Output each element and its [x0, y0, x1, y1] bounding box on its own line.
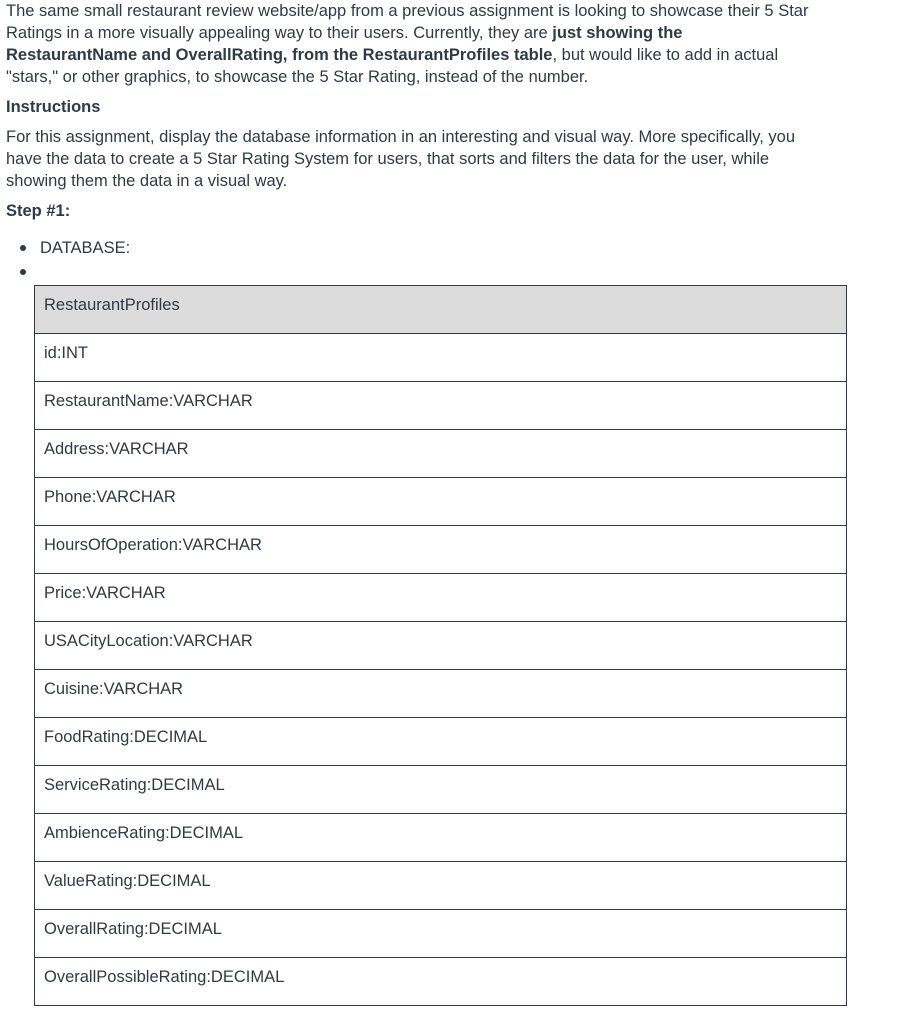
- bullet-label: DATABASE:: [40, 239, 131, 257]
- bullet-item-empty: [40, 260, 866, 284]
- step1-bullet-list: [6, 236, 866, 284]
- instructions-heading: Instructions: [6, 98, 101, 116]
- assignment-content: [6, 0, 866, 284]
- table-cell: HoursOfOperation:VARCHAR: [35, 526, 847, 574]
- table-row: [35, 430, 847, 478]
- table-row: [35, 958, 847, 1006]
- instructions-paragraph: For this assignment, display the database information in an interesting and visual way. More specifically, you have the data to create a 5 Star Rating System for users, that sorts and filters the data for the user, while showing them the data in a visual way.: [6, 128, 796, 190]
- table-cell: USACityLocation:VARCHAR: [35, 622, 847, 670]
- table-row: [35, 910, 847, 958]
- table-cell: Address:VARCHAR: [35, 430, 847, 478]
- table-cell: Cuisine:VARCHAR: [35, 670, 847, 718]
- table-row: [35, 670, 847, 718]
- table-cell: id:INT: [35, 334, 847, 382]
- table-cell: AmbienceRating:DECIMAL: [35, 814, 847, 862]
- intro-paragraph: [6, 0, 811, 88]
- table-row: [35, 814, 847, 862]
- table-row: [35, 478, 847, 526]
- table-row: [35, 622, 847, 670]
- bullet-item-database: [40, 236, 866, 260]
- table-cell: FoodRating:DECIMAL: [35, 718, 847, 766]
- table-row: [35, 766, 847, 814]
- intro-bold-text: just showing the RestaurantName and OverallRating, from the RestaurantProfiles table: [6, 24, 683, 64]
- table-row: [35, 334, 847, 382]
- table-row: [35, 382, 847, 430]
- table-cell: OverallPossibleRating:DECIMAL: [35, 958, 847, 1006]
- step1-heading: Step #1:: [6, 202, 71, 220]
- table-header-cell: RestaurantProfiles: [35, 286, 847, 334]
- table-header-row: [35, 286, 847, 334]
- table-row: [35, 862, 847, 910]
- table-row: [35, 574, 847, 622]
- intro-text-start: The same small restaurant review website/app from a previous assignment is looking to showcase their 5 Star Ratings in a more visually appealing way to their users. Currently, they are: [6, 2, 809, 42]
- table-row: [35, 718, 847, 766]
- bullet-dot-icon: [20, 269, 26, 275]
- restaurant-profiles-table: [34, 285, 847, 1006]
- table-cell: ServiceRating:DECIMAL: [35, 766, 847, 814]
- table-cell: Price:VARCHAR: [35, 574, 847, 622]
- table-cell: RestaurantName:VARCHAR: [35, 382, 847, 430]
- table-row: [35, 526, 847, 574]
- intro-text-end: , but would like to add in actual "stars," or other graphics, to showcase the 5 Star Rating, instead of the number.: [6, 46, 779, 86]
- table-cell: Phone:VARCHAR: [35, 478, 847, 526]
- bullet-dot-icon: [20, 245, 26, 251]
- table-cell: OverallRating:DECIMAL: [35, 910, 847, 958]
- table-cell: ValueRating:DECIMAL: [35, 862, 847, 910]
